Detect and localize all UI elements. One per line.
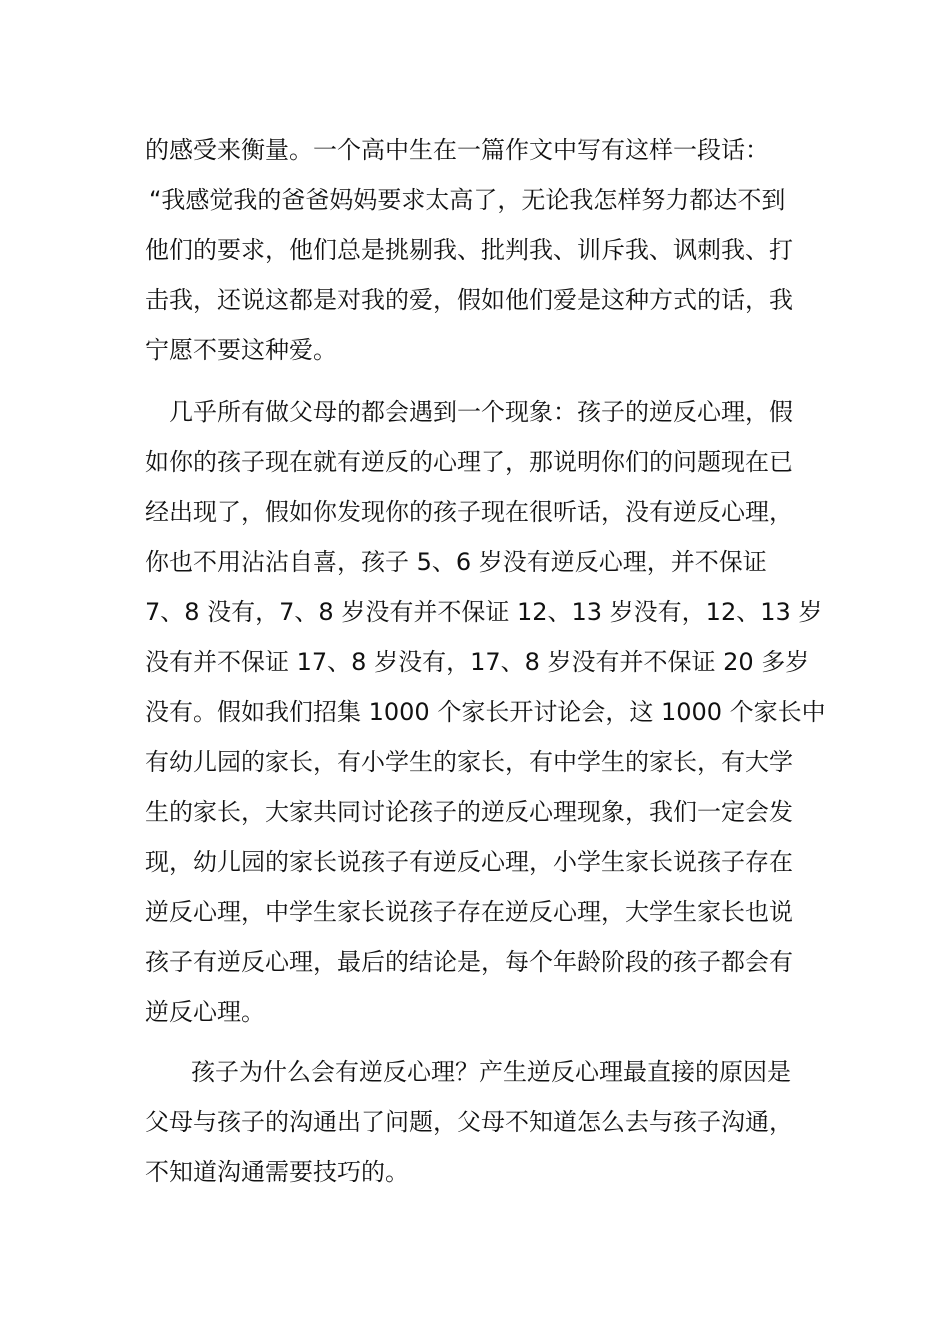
paragraph-line: 没有。假如我们招集 1000 个家长开讨论会，这 1000 个家长中 [145, 698, 826, 726]
paragraph-line: 如你的孩子现在就有逆反的心理了，那说明你们的问题现在已 [145, 448, 793, 476]
paragraph-line: 生的家长，大家共同讨论孩子的逆反心理现象，我们一定会发 [145, 798, 793, 826]
paragraph-line: 孩子为什么会有逆反心理？产生逆反心理最直接的原因是 [191, 1058, 791, 1086]
paragraph-line: 有幼儿园的家长，有小学生的家长，有中学生的家长，有大学 [145, 748, 793, 776]
paragraph-line: 你也不用沾沾自喜，孩子 5、6 岁没有逆反心理，并不保证 [145, 548, 767, 576]
paragraph-line: 经出现了，假如你发现你的孩子现在很听话，没有逆反心理， [145, 498, 793, 526]
paragraph-line: 父母与孩子的沟通出了问题，父母不知道怎么去与孩子沟通， [145, 1108, 793, 1136]
paragraph-line: “我感觉我的爸爸妈妈要求太高了，无论我怎样努力都达不到 [149, 186, 786, 214]
paragraph-line: 不知道沟通需要技巧的。 [145, 1158, 409, 1186]
paragraph-line: 他们的要求，他们总是挑剔我、批判我、训斥我、讽刺我、打 [145, 236, 793, 264]
paragraph-line: 孩子有逆反心理，最后的结论是，每个年龄阶段的孩子都会有 [145, 948, 793, 976]
paragraph-line: 7、8 没有，7、8 岁没有并不保证 12、13 岁没有，12、13 岁 [145, 598, 823, 626]
paragraph-line: 没有并不保证 17、8 岁没有，17、8 岁没有并不保证 20 多岁 [145, 648, 810, 676]
paragraph-line: 几乎所有做父母的都会遇到一个现象：孩子的逆反心理，假 [169, 398, 793, 426]
paragraph-line: 现，幼儿园的家长说孩子有逆反心理，小学生家长说孩子存在 [145, 848, 793, 876]
paragraph-line: 击我，还说这都是对我的爱，假如他们爱是这种方式的话，我 [145, 286, 793, 314]
paragraph-line: 宁愿不要这种爱。 [145, 336, 337, 364]
paragraph-line: 逆反心理，中学生家长说孩子存在逆反心理，大学生家长也说 [145, 898, 793, 926]
paragraph-line: 的感受来衡量。一个高中生在一篇作文中写有这样一段话： [145, 136, 769, 164]
paragraph-line: 逆反心理。 [145, 998, 265, 1026]
